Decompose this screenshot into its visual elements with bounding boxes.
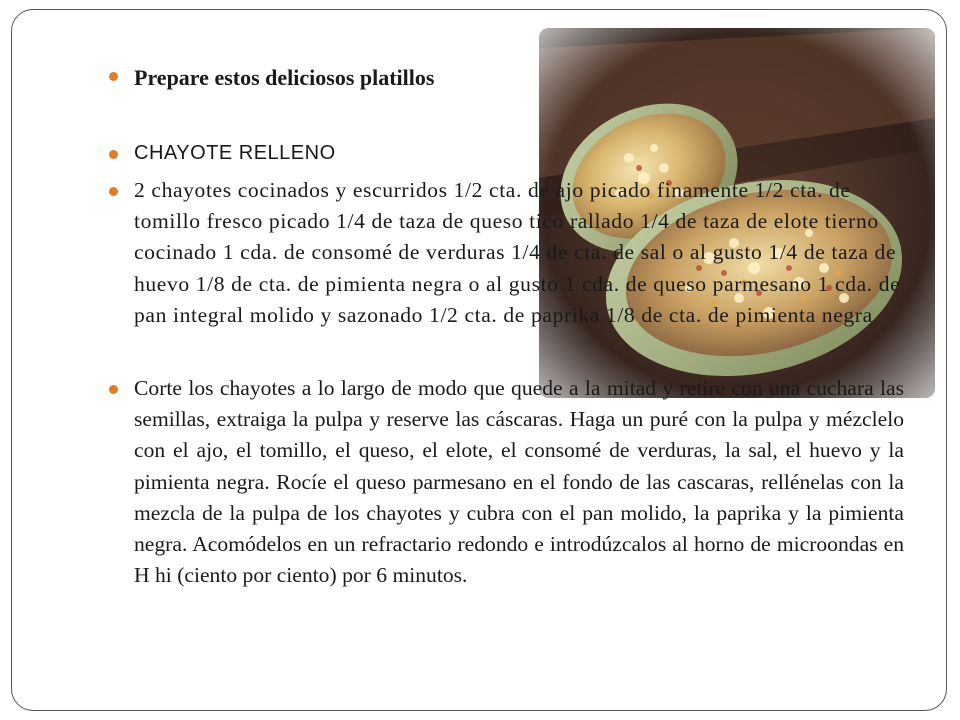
slide-content: [12, 10, 947, 710]
instructions-text: Corte los chayotes a lo largo de modo que quede a la mitad y retire con una cuchara las semillas, extraiga la pulpa y reserve las cáscaras. Haga un puré con la pulpa y mézclelo con el ajo, el tomillo, el queso, el elote, el consomé de verduras, la sal, el huevo y la pimienta negra. Rocíe el queso parmesano en el fondo de las cascaras, rellénelas con la mezcla de la pulpa de los chayotes y cubra con el pan molido, la paprika y la pimienta negra. Acomódelos en un refractario redondo e introdúzcalos al horno de microondas en H hi (ciento por ciento) por 6 minutos.: [134, 376, 904, 588]
bullet-instructions: [109, 385, 118, 394]
ingredients-text: 2 chayotes cocinados y escurridos 1/2 cta. de ajo picado finamente 1/2 cta. de tomillo fresco picado 1/4 de taza de queso tico rallado 1/4 de taza de elote tierno cocinado 1 cda. de consomé de verduras 1/4 de cta. de sal o al gusto 1/4 de taza de huevo 1/8 de cta. de pimienta negra o al gusto 1 cda. de queso parmesano 1 cda. de pan integral molido y sazonado 1/2 cta. de paprika 1/8 de cta. de pimienta negra: [134, 178, 901, 327]
bullet-title: [109, 72, 118, 81]
recipe-name: CHAYOTE RELLENO: [134, 142, 336, 164]
bullet-recipe-name: [109, 150, 118, 159]
bullet-ingredients: [109, 187, 118, 196]
slide: [11, 9, 947, 711]
slide-title: Prepare estos deliciosos platillos: [134, 65, 435, 90]
